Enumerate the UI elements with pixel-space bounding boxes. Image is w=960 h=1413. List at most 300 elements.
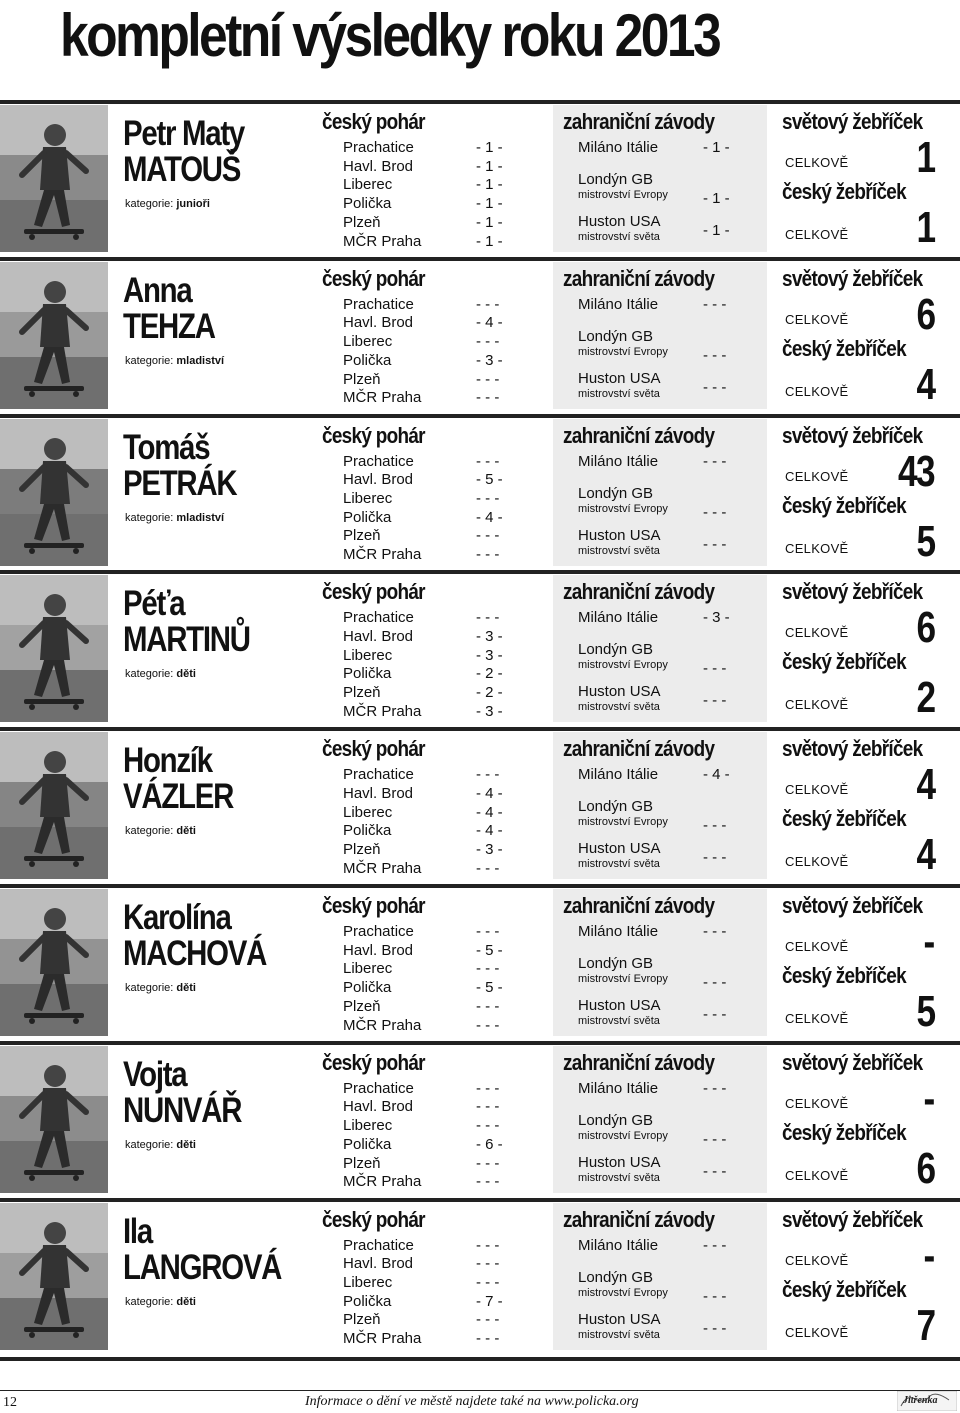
cup-result: - - - [476, 546, 500, 564]
world-ranking-heading: světový žebříček [782, 893, 923, 918]
czech-cup-heading: český pohár [322, 893, 425, 918]
czech-cup-block [313, 1046, 552, 1193]
athlete-row [0, 727, 960, 879]
cup-result: - - - [476, 1098, 500, 1116]
cup-city: Havl. Brod [343, 941, 414, 959]
czech-ranking-value: 7 [916, 1300, 934, 1350]
page-title: kompletní výsledky roku 2013 [60, 2, 720, 69]
race-place: Miláno Itálie [578, 923, 659, 940]
cup-city: Polička [343, 195, 392, 213]
rankings-block [768, 889, 960, 1036]
cup-result: - 3 - [476, 646, 503, 664]
cup-city: Plzeň [343, 213, 381, 231]
world-ranking-heading: světový žebříček [782, 422, 923, 448]
cup-result: - - - [476, 1154, 500, 1172]
race-place: Miláno Itálie [578, 766, 659, 784]
cup-city: Havl. Brod [343, 471, 414, 489]
cup-city: Polička [343, 351, 392, 369]
category-value: děti [176, 668, 196, 681]
category-label: kategorie: [125, 825, 174, 838]
race-result: - - - [703, 692, 727, 710]
athlete-row [0, 570, 960, 722]
cup-city: Liberec [343, 333, 393, 351]
cup-result: - - - [476, 1173, 500, 1191]
rankings-block [768, 1046, 960, 1193]
category-label: kategorie: [125, 198, 174, 210]
cup-city: Havl. Brod [343, 157, 414, 175]
cup-result: - 5 - [476, 471, 503, 489]
athlete-last-name: VÁZLER [123, 777, 234, 817]
cup-result: - - - [476, 452, 500, 470]
athlete-row [0, 884, 960, 1036]
cup-result: - 3 - [476, 351, 503, 369]
czech-ranking-label: CELKOVĚ [785, 854, 849, 870]
cup-city: Polička [343, 1135, 392, 1153]
world-ranking-value: 1 [916, 133, 934, 182]
category-value: junioři [176, 198, 210, 210]
race-subtitle: mistrovství světa [578, 701, 660, 714]
czech-cup-heading: český pohár [322, 422, 425, 448]
cup-result: - - - [476, 389, 500, 407]
race-result: - - - [703, 1287, 727, 1305]
cup-city: Liberec [343, 1273, 393, 1291]
athlete-last-name: LANGROVÁ [123, 1247, 282, 1287]
czech-ranking-heading: český žebříček [782, 492, 906, 518]
footer-divider [0, 1390, 960, 1391]
czech-cup-heading: český pohár [322, 736, 425, 762]
foreign-races-block [553, 575, 767, 722]
category-label: kategorie: [125, 354, 174, 367]
race-result: - - - [703, 849, 727, 867]
czech-ranking-value: 4 [916, 359, 934, 409]
cup-city: Prachatice [343, 295, 414, 313]
cup-city: Liberec [343, 489, 393, 507]
athlete-photo [0, 732, 108, 879]
athlete-category [125, 825, 196, 837]
race-result: - - - [703, 295, 727, 313]
athlete-category [125, 1296, 196, 1308]
cup-city: Prachatice [343, 1079, 414, 1097]
athlete-category [125, 512, 224, 524]
cup-city: Liberec [343, 1117, 393, 1135]
cup-result: - 4 - [476, 822, 503, 840]
rankings-block [768, 575, 960, 722]
athlete-last-name: NUNVÁŘ [123, 1090, 242, 1130]
category-value: děti [176, 1295, 196, 1308]
race-place: Huston USA [578, 526, 661, 544]
race-place: Huston USA [578, 997, 661, 1014]
race-place: Miláno Itálie [578, 1236, 659, 1254]
czech-cup-heading: český pohár [322, 265, 425, 291]
athlete-row [0, 257, 960, 409]
foreign-races-heading: zahraniční závody [563, 265, 715, 291]
athlete-category [125, 668, 196, 680]
cup-city: Plzeň [343, 840, 381, 858]
race-result: - - - [703, 923, 727, 940]
foreign-races-block [553, 1203, 767, 1350]
world-ranking-label: CELKOVĚ [785, 939, 849, 954]
cup-result: - 1 - [476, 195, 503, 213]
race-place: Miláno Itálie [578, 609, 659, 627]
foreign-races-block [553, 419, 767, 566]
czech-ranking-heading: český žebříček [782, 179, 906, 204]
cup-city: Havl. Brod [343, 314, 414, 332]
czech-cup-heading: český pohár [322, 1049, 425, 1075]
race-subtitle: mistrovství Evropy [578, 973, 668, 985]
cup-result: - 3 - [476, 702, 503, 720]
race-result: - - - [703, 1079, 727, 1097]
cup-city: Polička [343, 665, 392, 683]
world-ranking-label: CELKOVĚ [785, 468, 849, 484]
jitrenka-logo [897, 1391, 957, 1411]
cup-city: Prachatice [343, 609, 414, 627]
svg-text:Jitřenka: Jitřenka [903, 1395, 938, 1406]
cup-result: - - - [476, 1311, 500, 1329]
rankings-block [768, 262, 960, 409]
cup-city: Liberec [343, 176, 393, 194]
foreign-races-block [553, 262, 767, 409]
race-result: - - - [703, 974, 727, 991]
athlete-category [125, 982, 196, 994]
world-ranking-value: 4 [916, 760, 934, 810]
czech-cup-block [313, 419, 552, 566]
cup-result: - 6 - [476, 1135, 503, 1153]
race-subtitle: mistrovství světa [578, 387, 660, 400]
cup-city: Liberec [343, 803, 393, 821]
race-place: Miláno Itálie [578, 1079, 659, 1097]
athlete-row [0, 1198, 960, 1350]
race-place: Huston USA [578, 1310, 661, 1328]
cup-result: - 4 - [476, 314, 503, 332]
cup-result: - - - [476, 1079, 500, 1097]
race-place: Londýn GB [578, 327, 654, 345]
czech-ranking-label: CELKOVĚ [785, 1324, 849, 1340]
race-place: Huston USA [578, 840, 661, 858]
athlete-name-block [109, 1203, 311, 1350]
race-result: - 4 - [703, 766, 730, 784]
czech-ranking-label: CELKOVĚ [785, 697, 849, 713]
race-place: Londýn GB [578, 641, 654, 659]
rankings-block [768, 419, 960, 566]
race-result: - - - [703, 660, 727, 678]
race-place: Londýn GB [578, 1111, 654, 1129]
cup-city: Prachatice [343, 1236, 414, 1254]
cup-result: - 2 - [476, 684, 503, 702]
world-ranking-value: 6 [916, 603, 934, 653]
world-ranking-value: - [923, 917, 934, 966]
athlete-last-name: MATOUŠ [123, 150, 241, 189]
athlete-first-name: Karolína [123, 898, 231, 937]
cup-city: MČR Praha [343, 1330, 422, 1348]
category-label: kategorie: [125, 1295, 174, 1308]
cup-city: MČR Praha [343, 546, 422, 564]
foreign-races-block [553, 1046, 767, 1193]
world-ranking-label: CELKOVĚ [785, 1095, 849, 1111]
category-label: kategorie: [125, 511, 174, 524]
athlete-row [0, 414, 960, 566]
athlete-first-name: Tomáš [123, 427, 210, 467]
race-result: - - - [703, 1130, 727, 1148]
czech-ranking-heading: český žebříček [782, 1276, 906, 1302]
czech-ranking-heading: český žebříček [782, 1119, 906, 1145]
czech-cup-heading: český pohár [322, 1206, 425, 1232]
rankings-block [768, 732, 960, 879]
cup-city: Prachatice [343, 766, 414, 784]
foreign-races-heading: zahraniční závody [563, 1049, 715, 1075]
cup-city: MČR Praha [343, 232, 422, 250]
athlete-name-block [109, 1046, 311, 1193]
world-ranking-heading: světový žebříček [782, 265, 923, 291]
world-ranking-value: - [923, 1230, 934, 1280]
athlete-first-name: Honzík [123, 741, 212, 781]
category-value: děti [176, 1138, 196, 1151]
czech-cup-block [313, 889, 552, 1036]
cup-city: MČR Praha [343, 1016, 422, 1034]
race-result: - - - [703, 1162, 727, 1180]
cup-city: Liberec [343, 646, 393, 664]
cup-city: Havl. Brod [343, 1098, 414, 1116]
czech-cup-block [313, 262, 552, 409]
cup-result: - - - [476, 1016, 500, 1034]
world-ranking-heading: světový žebříček [782, 579, 923, 605]
czech-ranking-label: CELKOVĚ [785, 1011, 849, 1026]
cup-result: - 4 - [476, 508, 503, 526]
czech-ranking-heading: český žebříček [782, 963, 906, 988]
race-result: - 1 - [703, 190, 730, 207]
category-label: kategorie: [125, 668, 174, 681]
cup-result: - 4 - [476, 803, 503, 821]
race-result: - - - [703, 1236, 727, 1254]
cup-result: - - - [476, 295, 500, 313]
cup-city: Plzeň [343, 997, 381, 1015]
race-place: Londýn GB [578, 798, 654, 816]
category-value: mladiství [176, 511, 225, 524]
cup-result: - - - [476, 609, 500, 627]
athlete-last-name: PETRÁK [123, 463, 237, 503]
cup-result: - 1 - [476, 213, 503, 231]
race-result: - - - [703, 452, 727, 470]
cup-result: - 1 - [476, 139, 503, 156]
race-result: - - - [703, 1006, 727, 1023]
world-ranking-label: CELKOVĚ [785, 155, 849, 170]
race-subtitle: mistrovství světa [578, 1328, 660, 1341]
race-result: - - - [703, 346, 727, 364]
foreign-races-block [553, 889, 767, 1036]
race-result: - - - [703, 1319, 727, 1337]
cup-result: - - - [476, 333, 500, 351]
czech-ranking-heading: český žebříček [782, 335, 906, 361]
foreign-races-heading: zahraniční závody [563, 579, 715, 605]
athlete-photo [0, 1203, 108, 1350]
race-subtitle: mistrovství Evropy [578, 659, 668, 672]
category-label: kategorie: [125, 982, 174, 994]
world-ranking-label: CELKOVĚ [785, 311, 849, 327]
cup-result: - - - [476, 1330, 500, 1348]
race-place: Huston USA [578, 369, 661, 387]
cup-city: Liberec [343, 960, 393, 978]
cup-result: - 2 - [476, 665, 503, 683]
cup-city: Plzeň [343, 1311, 381, 1329]
cup-city: Plzeň [343, 684, 381, 702]
cup-city: Havl. Brod [343, 628, 414, 646]
athlete-name-block [109, 419, 311, 566]
athlete-first-name: Péťa [123, 584, 185, 624]
race-subtitle: mistrovství světa [578, 1171, 660, 1184]
race-place: Huston USA [578, 683, 661, 701]
foreign-races-heading: zahraniční závody [563, 893, 715, 918]
cup-result: - 1 - [476, 176, 503, 194]
race-place: Londýn GB [578, 1268, 654, 1286]
cup-result: - - - [476, 923, 500, 940]
cup-result: - - - [476, 1236, 500, 1254]
world-ranking-heading: světový žebříček [782, 1206, 923, 1232]
category-value: mladiství [176, 354, 225, 367]
athlete-category [125, 198, 210, 210]
cup-city: Plzeň [343, 527, 381, 545]
cup-city: MČR Praha [343, 702, 422, 720]
world-ranking-heading: světový žebříček [782, 109, 923, 134]
athlete-photo [0, 1046, 108, 1193]
athlete-name-block [109, 732, 311, 879]
foreign-races-block [553, 105, 767, 252]
cup-city: Prachatice [343, 139, 414, 156]
athlete-row [0, 1041, 960, 1193]
czech-ranking-value: 5 [916, 987, 934, 1036]
race-subtitle: mistrovství Evropy [578, 1286, 668, 1299]
athlete-name-block [109, 889, 311, 1036]
rankings-block [768, 1203, 960, 1350]
cup-city: MČR Praha [343, 859, 422, 877]
czech-ranking-value: 6 [916, 1143, 934, 1193]
athlete-last-name: MARTINŮ [123, 620, 250, 660]
rankings-block [768, 105, 960, 252]
cup-result: - - - [476, 489, 500, 507]
cup-city: MČR Praha [343, 389, 422, 407]
race-place: Londýn GB [578, 484, 654, 502]
world-ranking-value: 43 [898, 446, 934, 496]
cup-result: - - - [476, 997, 500, 1015]
race-subtitle: mistrovství Evropy [578, 189, 668, 201]
foreign-races-heading: zahraniční závody [563, 422, 715, 448]
race-result: - 1 - [703, 222, 730, 239]
czech-ranking-value: 2 [916, 673, 934, 723]
czech-cup-block [313, 1203, 552, 1350]
cup-city: Havl. Brod [343, 784, 414, 802]
cup-result: - 1 - [476, 232, 503, 250]
cup-city: MČR Praha [343, 1173, 422, 1191]
foreign-races-block [553, 732, 767, 879]
race-result: - 3 - [703, 609, 730, 627]
race-place: Huston USA [578, 213, 661, 230]
cup-result: - - - [476, 766, 500, 784]
race-place: Londýn GB [578, 955, 654, 972]
cup-city: Havl. Brod [343, 1255, 414, 1273]
athlete-photo [0, 105, 108, 252]
cup-city: Prachatice [343, 923, 414, 940]
category-value: děti [176, 982, 196, 994]
cup-result: - 5 - [476, 941, 503, 959]
category-value: děti [176, 825, 196, 838]
czech-cup-block [313, 575, 552, 722]
race-subtitle: mistrovství světa [578, 231, 660, 243]
bottom-divider [0, 1357, 960, 1361]
cup-result: - 1 - [476, 157, 503, 175]
athlete-photo [0, 419, 108, 566]
world-ranking-heading: světový žebříček [782, 1049, 923, 1075]
race-result: - - - [703, 378, 727, 396]
athlete-photo [0, 262, 108, 409]
race-place: Miláno Itálie [578, 452, 659, 470]
czech-cup-block [313, 105, 552, 252]
race-result: - - - [703, 535, 727, 553]
cup-city: Prachatice [343, 452, 414, 470]
czech-ranking-heading: český žebříček [782, 806, 906, 832]
cup-city: Plzeň [343, 1154, 381, 1172]
race-subtitle: mistrovství světa [578, 544, 660, 557]
category-label: kategorie: [125, 1138, 174, 1151]
world-ranking-label: CELKOVĚ [785, 1252, 849, 1268]
cup-result: - - - [476, 1255, 500, 1273]
race-subtitle: mistrovství Evropy [578, 816, 668, 829]
world-ranking-value: 6 [916, 289, 934, 339]
athlete-name-block [109, 575, 311, 722]
foreign-races-heading: zahraniční závody [563, 736, 715, 762]
cup-result: - - - [476, 960, 500, 978]
race-result: - - - [703, 817, 727, 835]
cup-result: - - - [476, 859, 500, 877]
athlete-name-block [109, 262, 311, 409]
cup-result: - 3 - [476, 628, 503, 646]
race-subtitle: mistrovství Evropy [578, 502, 668, 515]
race-result: - 1 - [703, 139, 730, 156]
athlete-last-name: MACHOVÁ [123, 934, 267, 973]
foreign-races-heading: zahraniční závody [563, 1206, 715, 1232]
world-ranking-label: CELKOVĚ [785, 625, 849, 641]
cup-result: - - - [476, 527, 500, 545]
athlete-name-block [109, 105, 311, 252]
athlete-photo [0, 889, 108, 1036]
czech-ranking-heading: český žebříček [782, 649, 906, 675]
cup-result: - 3 - [476, 840, 503, 858]
foreign-races-heading: zahraniční závody [563, 109, 715, 134]
race-place: Huston USA [578, 1153, 661, 1171]
cup-city: Polička [343, 822, 392, 840]
czech-ranking-label: CELKOVĚ [785, 227, 849, 242]
race-place: Londýn GB [578, 171, 654, 188]
athlete-first-name: Ila [123, 1211, 152, 1251]
czech-ranking-value: 5 [916, 516, 934, 566]
race-subtitle: mistrovství Evropy [578, 1129, 668, 1142]
athlete-row [0, 100, 960, 252]
cup-result: - - - [476, 1273, 500, 1291]
footer-text: Informace o dění ve městě najdete také na www.policka.org [305, 1394, 639, 1409]
czech-ranking-value: 1 [916, 203, 934, 252]
czech-cup-heading: český pohár [322, 579, 425, 605]
athlete-category [125, 355, 224, 367]
world-ranking-label: CELKOVĚ [785, 782, 849, 798]
athlete-first-name: Vojta [123, 1054, 187, 1094]
race-subtitle: mistrovství světa [578, 1015, 660, 1027]
czech-ranking-label: CELKOVĚ [785, 540, 849, 556]
czech-cup-block [313, 732, 552, 879]
athlete-category [125, 1139, 196, 1151]
czech-ranking-label: CELKOVĚ [785, 383, 849, 399]
world-ranking-value: - [923, 1073, 934, 1123]
cup-result: - 5 - [476, 979, 503, 997]
cup-city: Plzeň [343, 370, 381, 388]
race-result: - - - [703, 503, 727, 521]
page-number: 12 [3, 1395, 17, 1410]
